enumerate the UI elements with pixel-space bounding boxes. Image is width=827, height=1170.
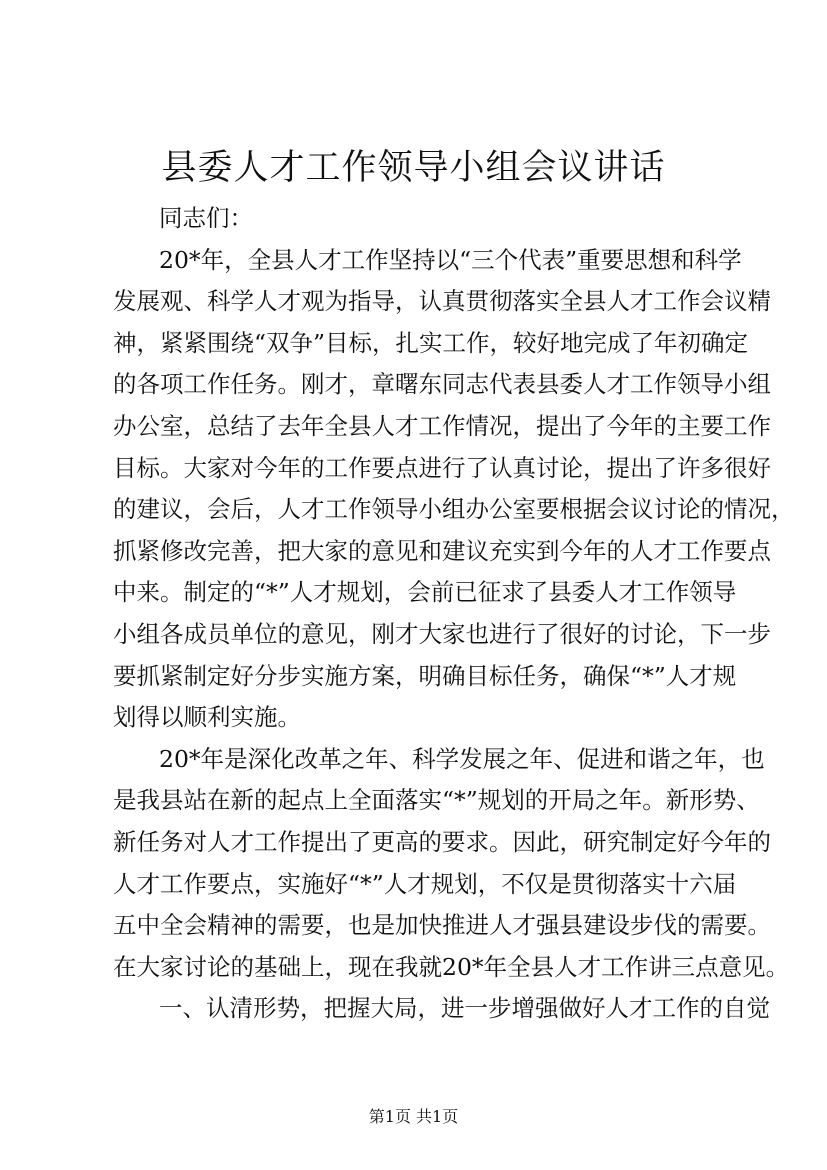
document-title: 县委人才工作领导小组会议讲话: [161, 148, 666, 188]
body-line: 的各项工作任务。刚才，章曙东同志代表县委人才工作领导小组: [113, 370, 771, 399]
body-line: 20*年是深化改革之年、科学发展之年、促进和谐之年，也: [159, 744, 765, 773]
body-line: 新任务对人才工作提出了更高的要求。因此，研究制定好今年的: [113, 827, 771, 856]
body-line: 在大家讨论的基础上，现在我就20*年全县人才工作讲三点意见。: [113, 952, 790, 981]
body-line: 是我县站在新的起点上全面落实“*”规划的开局之年。新形势、: [113, 786, 760, 815]
body-line: 人才工作要点，实施好“*”人才规划，不仅是贯彻落实十六届: [113, 869, 737, 898]
body-line: 划得以顺利实施。: [113, 703, 301, 732]
body-line: 五中全会精神的需要，也是加快推进人才强县建设步伐的需要。: [113, 911, 771, 940]
body-line: 办公室，总结了去年全县人才工作情况，提出了今年的主要工作: [113, 411, 771, 440]
body-line: 小组各成员单位的意见，刚才大家也进行了很好的讨论，下一步: [113, 619, 771, 648]
body-line: 目标。大家对今年的工作要点进行了认真讨论，提出了许多很好: [113, 453, 771, 482]
body-line: 神，紧紧围绕“双争”目标，扎实工作，较好地完成了年初确定: [113, 328, 749, 357]
body-line: 一、认清形势，把握大局，进一步增强做好人才工作的自觉: [159, 994, 770, 1023]
body-line: 同志们：: [159, 204, 253, 232]
body-line: 中来。制定的“*”人才规划，会前已征求了县委人才工作领导: [113, 578, 737, 607]
body-line: 的建议，会后，人才工作领导小组办公室要根据会议讨论的情况，: [113, 495, 795, 524]
document-body: [113, 198, 795, 1030]
body-line: 发展观、科学人才观为指导，认真贯彻落实全县人才工作会议精: [113, 287, 771, 316]
body-line: 抓紧修改完善，把大家的意见和建议充实到今年的人才工作要点: [113, 536, 771, 565]
page-footer: 第1页 共1页: [368, 1107, 459, 1126]
body-line: 要抓紧制定好分步实施方案，明确目标任务，确保“*”人才规: [113, 661, 737, 690]
body-line: 20*年，全县人才工作坚持以“三个代表”重要思想和科学: [159, 245, 742, 274]
